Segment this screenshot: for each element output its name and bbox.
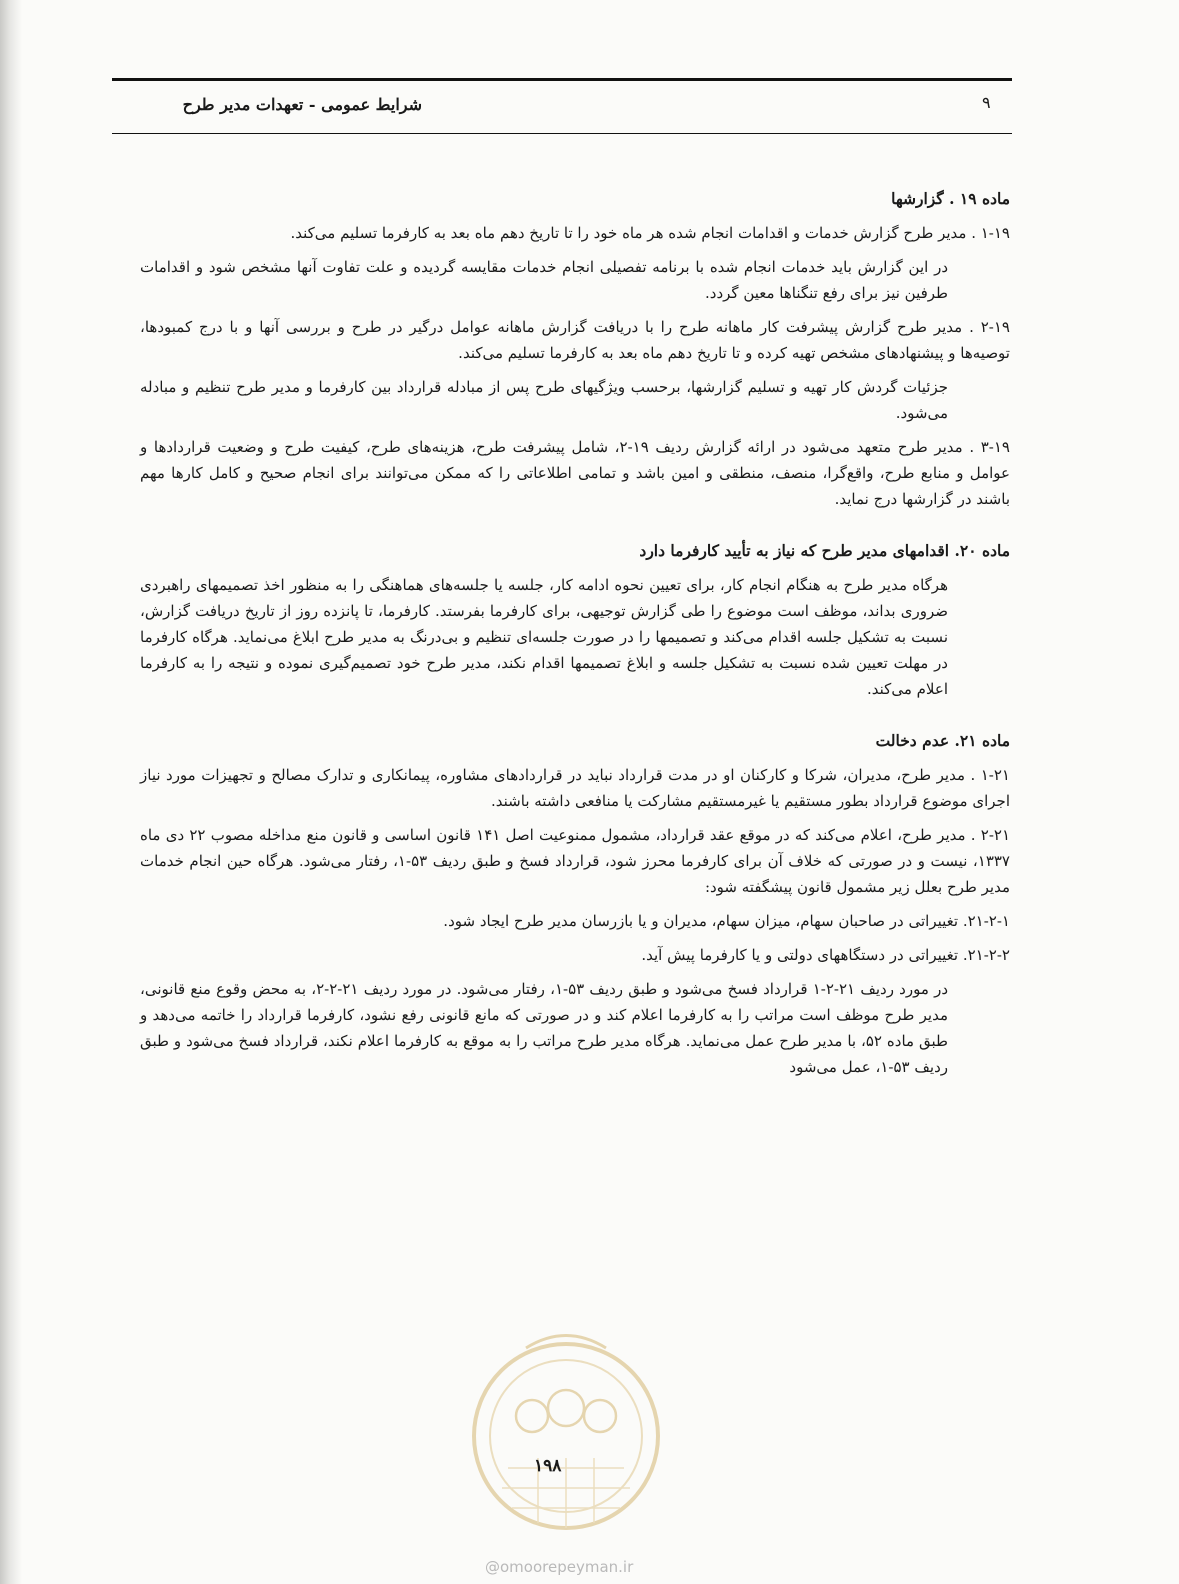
clause-19-1-detail: در این گزارش باید خدمات انجام شده با برنامه تفصیلی انجام خدمات مقایسه گردیده و علت تفاوت آنها مشخص شود و اقدامات طرفین نیز برای رفع تنگناها معین گردد. bbox=[140, 258, 948, 302]
clause-21-1: ۱-۲۱ . مدیر طرح، مدیران، شرکا و کارکنان او در مدت قرارداد نباید در قراردادهای مشاوره، پیمانکاری و تدارک مصالح و تجهیزات مورد نیاز اجرای موضوع قرارداد بطور مستقیم یا غیرمستقیم مشارکت یا منافعی داشته باشند. bbox=[140, 766, 1010, 810]
article-heading: ماده ۱۹ . گزارشها bbox=[891, 189, 1010, 208]
clause-19-1: ۱-۱۹ . مدیر طرح گزارش خدمات و اقدامات انجام شده هر ماه خود را تا تاریخ دهم ماه بعد به کارفرما تسلیم می‌کند. bbox=[290, 224, 1010, 242]
clause-20-body: هرگاه مدیر طرح به هنگام انجام کار، برای تعیین نحوه ادامه کار، جلسه یا جلسه‌های هماهنگی را به منظور اخذ تصمیمهای راهبردی ضروری بداند، موظف است موضوع را طی گزارش توجیهی، برای کارفرما بفرستد. کارفرما، تا پانزده روز از تاریخ دریافت گزارش، نسبت به تشکیل جلسه اقدام می‌کند و تصمیمها را در صورت جلسه‌ای تنظیم و بی‌درنگ به مدیر طرح ابلاغ می‌نماید. هرگاه کارفرما در مهلت تعیین شده نسبت به تشکیل جلسه و ابلاغ تصمیمها اقدام نکند، مدیر طرح خود تصمیم‌گیری نموده و نتیجه را به کارفرما اعلام می‌کند. bbox=[140, 576, 948, 698]
article-20 bbox=[140, 538, 1010, 702]
scan-edge-shadow bbox=[0, 0, 22, 1584]
clause-21-2-1: ۲۱-۲-۱. تغییراتی در صاحبان سهام، میزان سهام، مدیران و یا بازرسان مدیر طرح ایجاد شود. bbox=[443, 912, 1010, 930]
article-heading: ماده ۲۰. اقدامهای مدیر طرح که نیاز به تأیید کارفرما دارد bbox=[639, 541, 1010, 560]
page-header bbox=[112, 78, 1012, 134]
clause-21-2-consequence: در مورد ردیف ۲۱-۲-۱ قرارداد فسخ می‌شود و طبق ردیف ۵۳-۱، رفتار می‌شود. در مورد ردیف ۲۱-۲-۲، به محض وقوع منع قانونی، مدیر طرح موظف است مراتب را به کارفرما اعلام کند و در صورتی که مانع قانونی رفع نشود، کارفرما قرارداد را خاتمه می‌دهد و طبق ماده ۵۲، با مدیر طرح عمل می‌نماید. هرگاه مدیر طرح مراتب را به موقع به کارفرما اعلام نکند، قرارداد فسخ می‌شود و طبق ردیف ۵۳-۱، عمل می‌شود bbox=[140, 980, 949, 1076]
article-21 bbox=[140, 728, 1010, 1080]
watermark-url: @omoorepeyman.ir bbox=[485, 1558, 634, 1576]
seal-watermark bbox=[468, 1318, 664, 1544]
running-title: شرایط عمومی - تعهدات مدیر طرح bbox=[182, 95, 422, 114]
clause-19-3: ۳-۱۹ . مدیر طرح متعهد می‌شود در ارائه گزارش ردیف ۱۹-۲، شامل پیشرفت طرح، هزینه‌های طرح، کیفیت طرح و وضعیت قراردادها و عوامل و منابع طرح، واقع‌گرا، منصف، منطقی و امین باشد و تمامی اطلاعاتی را که ممکن می‌توانند برای انجام صحیح و کامل کارها مهم باشند در گزارشها درج نماید. bbox=[140, 438, 1010, 508]
footer-page-number: ۱۹۸ bbox=[534, 1456, 562, 1476]
article-19 bbox=[140, 186, 1010, 512]
article-heading: ماده ۲۱. عدم دخالت bbox=[875, 731, 1010, 750]
clause-21-2: ۲-۲۱ . مدیر طرح، اعلام می‌کند که در موقع عقد قرارداد، مشمول ممنوعیت اصل ۱۴۱ قانون اساسی و قانون منع مداخله مصوب ۲۲ دی ماه ۱۳۳۷، نیست و در صورتی که خلاف آن برای کارفرما محرز شود، قرارداد فسخ و طبق ردیف ۵۳-۱، رفتار می‌شود. هرگاه حین انجام خدمات مدیر طرح بعلل زیر مشمول قانون پیشگفته شود: bbox=[140, 826, 1011, 896]
clause-19-2-detail: جزئیات گردش کار تهیه و تسلیم گزارشها، برحسب ویژگیهای طرح پس از مبادله قرارداد بین کارفرما و مدیر طرح تنظیم و مبادله می‌شود. bbox=[140, 378, 948, 422]
document-body bbox=[140, 186, 1010, 1106]
clause-21-2-2: ۲۱-۲-۲. تغییراتی در دستگاههای دولتی و یا کارفرما پیش آید. bbox=[641, 946, 1010, 964]
header-page-number: ۹ bbox=[982, 93, 991, 112]
clause-19-2: ۲-۱۹ . مدیر طرح گزارش پیشرفت کار ماهانه طرح را با دریافت گزارش ماهانه عوامل درگیر در طرح و بررسی آنها و با درج کمبودها، توصیه‌ها و پیشنهادهای مشخص تهیه کرده و تا تاریخ دهم ماه بعد به کارفرما تسلیم می‌کند. bbox=[140, 318, 1010, 362]
